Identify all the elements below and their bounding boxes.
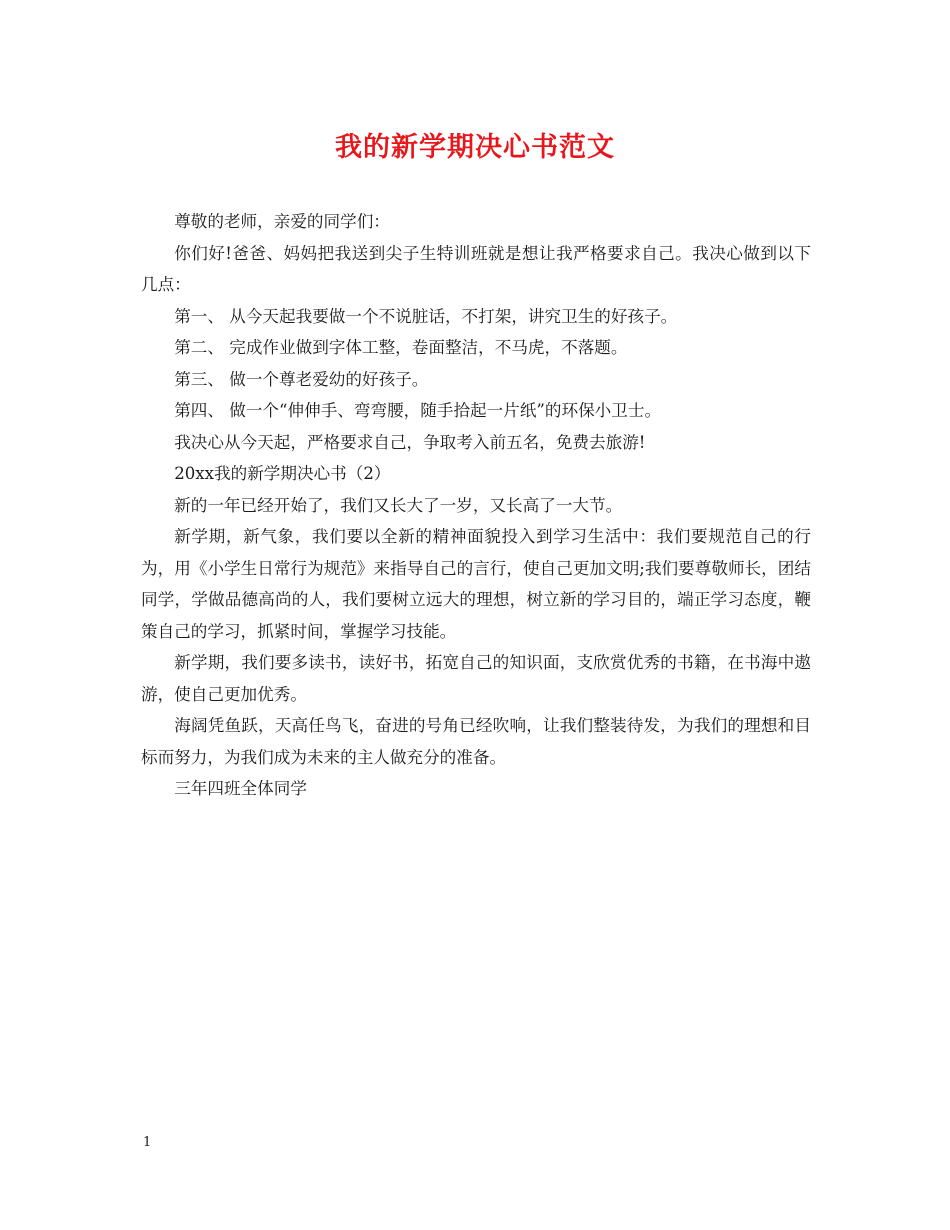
paragraph-intro: 你们好!爸爸、妈妈把我送到尖子生特训班就是想让我严格要求自己。我决心做到以下几点： bbox=[141, 243, 811, 294]
list-item-third: 第三、 做一个尊老爱幼的好孩子。 bbox=[174, 369, 429, 389]
salutation: 尊敬的老师，亲爱的同学们： bbox=[174, 212, 390, 231]
list-item-first: 第一、 从今天起我要做一个不说脏话，不打架，讲究卫生的好孩子。 bbox=[174, 306, 678, 326]
paragraph-resolve: 我决心从今天起，严格要求自己，争取考入前五名，免费去旅游! bbox=[174, 432, 646, 452]
page-number: 1 bbox=[143, 1135, 152, 1150]
document-title: 我的新学期决心书范文 bbox=[335, 132, 615, 163]
paragraph-new-semester: 新学期，新气象，我们要以全新的精神面貌投入到学习生活中：我们要规范自己的行为，用《小学生日常行为规范》来指导自己的言行，使自己更加文明;我们要尊敬师长，团结同学，学做品德高尚的人，我们要树立远大的理想，树立新的学习目的，端正学习态度，鞭策自己的学习，抓紧时间，掌握学习技能。 bbox=[141, 527, 811, 641]
paragraph-new-year: 新的一年已经开始了，我们又长大了一岁，又长高了一大节。 bbox=[174, 495, 623, 515]
list-item-second: 第二、 完成作业做到字体工整，卷面整洁，不马虎，不落题。 bbox=[174, 338, 628, 357]
signature: 三年四班全体同学 bbox=[174, 779, 307, 798]
list-item-fourth: 第四、 做一个“伸伸手、弯弯腰，随手拾起一片纸”的环保小卫士。 bbox=[174, 401, 662, 420]
paragraph-reading: 新学期，我们要多读书，读好书，拓宽自己的知识面，支欣赏优秀的书籍，在书海中遨游，使自己更加优秀。 bbox=[141, 653, 811, 704]
paragraph-closing: 海阔凭鱼跃，天高任鸟飞，奋进的号角已经吹响，让我们整装待发，为我们的理想和目标而努力，为我们成为未来的主人做充分的准备。 bbox=[141, 716, 811, 767]
document-body bbox=[141, 206, 811, 805]
section-heading: 20xx我的新学期决心书（2） bbox=[174, 464, 391, 483]
